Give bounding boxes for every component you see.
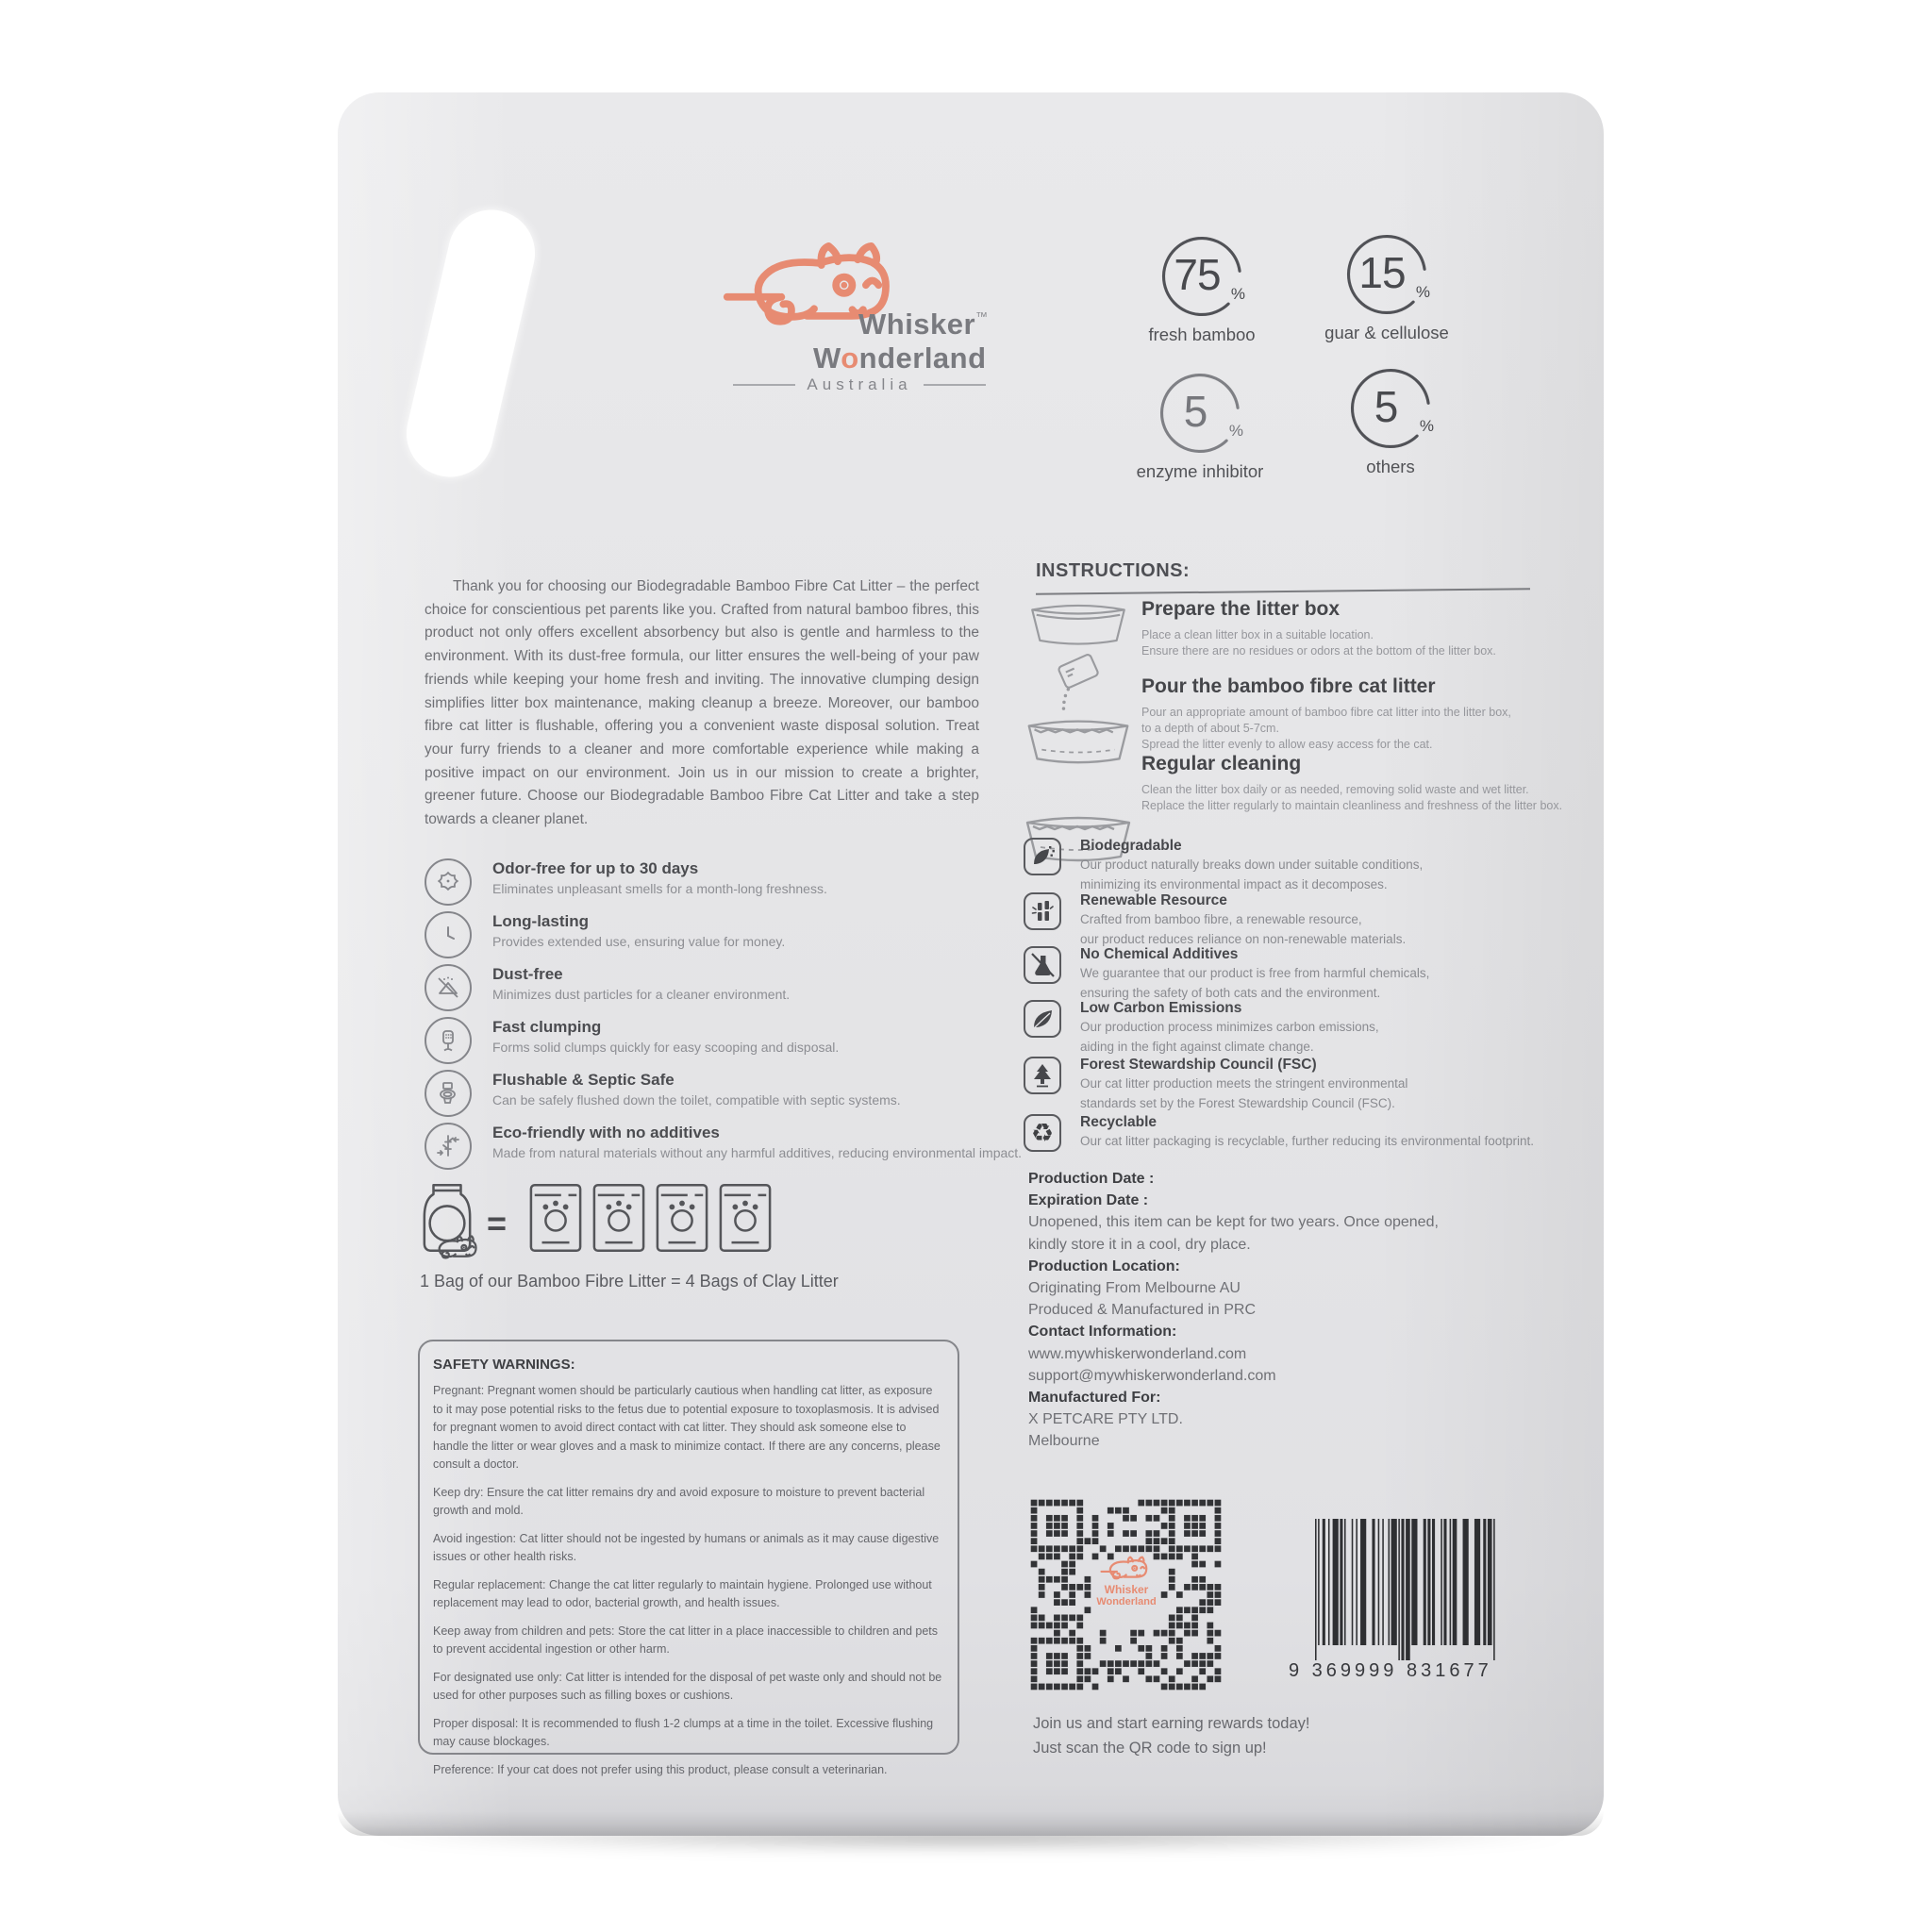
stat-others [1347,365,1434,452]
feature-title: Long-lasting [492,912,589,930]
production-location-label: Production Location: [1028,1257,1180,1274]
feature-desc: Provides extended use, ensuring value for money. [492,934,786,949]
production-date-label: Production Date : [1028,1171,1155,1187]
shelf-life-note: kindly store it in a cool, dry place. [1028,1236,1251,1253]
recycle-icon: ♻ [1024,1114,1061,1152]
safety-warnings-box [418,1340,959,1776]
feature-desc: Made from natural materials without any harmful additives, reducing environmental impact. [492,1145,1023,1160]
feature-fast-clumping [425,1017,1047,1064]
stat-enzyme-inhibitor [1157,370,1243,457]
leaf-icon [1024,1000,1061,1038]
step-title: Pour the bamboo fibre cat litter [1141,675,1436,697]
step-line: Ensure there are no residues or odors at the bottom of the litter box. [1141,644,1496,658]
trademark-symbol: ™ [975,309,988,324]
contact-info-label: Contact Information: [1028,1324,1177,1341]
badge-line: our product reduces reliance on non-renewable materials. [1080,931,1407,946]
feature-list [425,858,1047,1175]
clock-icon [425,911,472,958]
bamboo-icon [425,1123,472,1170]
badge-no-chemicals [1024,946,1590,1002]
pour-bag-icon [1041,653,1114,711]
badge-title: Recyclable [1080,1114,1157,1130]
instruction-step-2 [1141,675,1594,753]
divider-dash [924,384,986,386]
equals-sign: = [487,1204,508,1242]
brand-bag-icon [420,1182,475,1254]
badge-line: Our cat litter production meets the stringent environmental [1080,1076,1408,1091]
stat-guar-cellulose [1343,231,1430,318]
badge-biodegradable [1024,838,1590,893]
badge-line: Crafted from bamboo fibre, a renewable resource, [1080,912,1362,926]
expiration-date-label: Expiration Date : [1028,1192,1149,1209]
badge-title: Low Carbon Emissions [1080,1000,1242,1016]
brand-region [723,375,996,394]
badge-title: Renewable Resource [1080,892,1227,908]
badge-title: No Chemical Additives [1080,946,1239,962]
badge-line: Our production process minimizes carbon emissions, [1080,1020,1379,1034]
stat-value: 5 [1183,387,1208,436]
equivalence-caption: 1 Bag of our Bamboo Fibre Litter = 4 Bags of Clay Litter [420,1272,839,1291]
badge-renewable [1024,892,1590,948]
badge-title: Biodegradable [1080,838,1182,854]
divider-dash [733,384,795,386]
safety-paragraph: Keep dry: Ensure the cat litter remains dry and avoid exposure to moisture to prevent bacterial growth and mold. [433,1485,925,1517]
support-email: support@mywhiskerwonderland.com [1028,1367,1276,1384]
feature-desc: Eliminates unpleasant smells for a month-long freshness. [492,881,827,896]
qr-brand-line2: Wonderland [1096,1596,1157,1607]
feature-odor-free [425,858,1047,906]
barcode-digits: 9 369999 831677 [1289,1660,1492,1681]
badge-fsc [1024,1057,1590,1112]
brand-name-line1: Whisker [858,308,976,341]
badge-recyclable [1024,1114,1590,1152]
stat-unit: % [1228,422,1243,440]
stat-fresh-bamboo [1158,233,1245,320]
shelf-life-note: Unopened, this item can be kept for two years. Once opened, [1028,1214,1439,1231]
badge-title: Forest Stewardship Council (FSC) [1080,1057,1317,1073]
feature-eco-friendly [425,1123,1047,1170]
instruction-step-1 [1141,598,1594,659]
feature-title: Dust-free [492,965,563,983]
dust-free-icon [425,964,472,1011]
feature-long-lasting [425,911,1047,958]
instructions-title: INSTRUCTIONS: [1036,560,1191,581]
tree-icon [1024,1057,1061,1094]
production-info [1028,1168,1519,1453]
badge-line: We guarantee that our product is free from harmful chemicals, [1080,966,1430,980]
feature-title: Flushable & Septic Safe [492,1071,675,1089]
clay-bag-icon [655,1182,709,1254]
badge-line: ensuring the safety of both cats and the environment. [1080,985,1381,1000]
feature-title: Fast clumping [492,1018,602,1036]
manufactured-for-label: Manufactured For: [1028,1390,1161,1407]
manufacturer-city: Melbourne [1028,1433,1100,1450]
qr-caption: Just scan the QR code to sign up! [1033,1740,1267,1757]
brand-name-line2 [813,341,987,375]
clay-bag-icon [528,1182,583,1254]
badge-line: standards set by the Forest Stewardship Council (FSC). [1080,1095,1395,1110]
stat-value: 75 [1174,250,1221,299]
stat-unit: % [1419,417,1434,435]
barcode [1315,1519,1500,1664]
scoop-icon [425,1017,472,1064]
instructions-underline [1036,588,1530,594]
cat-logo-icon [1099,1556,1154,1584]
safety-paragraph: Pregnant: Pregnant women should be particularly cautious when handling cat litter, as exposure to it may pose potential risks to the fetus due to potential exposure to toxoplasmosis. It is advised for pregnant women to avoid direct contact with cat litter. They should ask someone else to handle the litter or wear gloves and a mask to minimize contact. If there are any concerns, please consult a doctor. [433,1384,941,1471]
production-location-value: Originating From Melbourne AU [1028,1280,1241,1297]
safety-paragraph: Regular replacement: Change the cat litter regularly to maintain hygiene. Prolonged use without replacement may lead to odor, bacterial growth, and health issues. [433,1577,932,1609]
step-line: Replace the litter regularly to maintain cleanliness and freshness of the litter box. [1141,799,1563,812]
website-url: www.mywhiskerwonderland.com [1028,1345,1247,1362]
feature-title: Odor-free for up to 30 days [492,859,699,877]
stat-label: others [1366,457,1415,476]
step-line: to a depth of about 5-7cm. [1141,722,1279,735]
safety-paragraph: Preference: If your cat does not prefer using this product, please consult a veterinarian. [433,1762,888,1776]
cat-litter-bag-back [338,92,1604,1836]
badge-line: Our product naturally breaks down under suitable conditions, [1080,858,1424,872]
safety-title: SAFETY WARNINGS: [433,1357,575,1373]
step-line: Place a clean litter box in a suitable location. [1141,628,1374,641]
stat-value: 5 [1374,382,1398,431]
step-title: Regular cleaning [1141,753,1302,774]
instruction-step-3 [1141,753,1594,814]
stat-value: 15 [1358,248,1406,297]
badge-line: aiding in the fight against climate change. [1080,1039,1314,1054]
stat-label: guar & cellulose [1324,323,1449,342]
step-line: Spread the litter evenly to allow easy access for the cat. [1141,738,1433,751]
bag-handle-cutout [398,201,543,485]
stat-label: enzyme inhibitor [1136,461,1264,481]
odor-splat-icon [425,858,472,906]
feature-title: Eco-friendly with no additives [492,1124,720,1141]
clay-bag-icon [718,1182,773,1254]
production-location-value: Produced & Manufactured in PRC [1028,1302,1257,1319]
feature-flushable [425,1070,1047,1117]
feature-desc: Minimizes dust particles for a cleaner environment. [492,987,791,1002]
safety-paragraph: Avoid ingestion: Cat litter should not be ingested by humans or animals as it may cause digestive issues or other health risks. [433,1531,940,1563]
no-chemicals-flask-icon [1024,946,1061,984]
feature-dust-free [425,964,1047,1011]
safety-paragraph: Proper disposal: It is recommended to flush 1-2 clumps at a time in the toilet. Excessive flushing may cause blockages. [433,1716,934,1748]
bamboo-stalks-icon [1024,892,1061,930]
feature-desc: Forms solid clumps quickly for easy scooping and disposal. [492,1040,840,1055]
clay-bag-icon [591,1182,646,1254]
toilet-icon [425,1070,472,1117]
qr-brand-line1: Whisker [1104,1583,1149,1596]
stat-label: fresh bamboo [1148,325,1256,344]
intro-paragraph: Thank you for choosing our Biodegradable Bamboo Fibre Cat Litter – the perfect choice for conscientious pet parents like you. Crafted from natural bamboo fibres, this product not only offers excellent absorbency but also is gentle and harmless to the environment. With its dust-free formula, our litter ensures the well-being of your paw friends while keeping your home fresh and inviting. The innovative clumping design simplifies litter box maintenance, making cleanup a breeze. Moreover, our bamboo fibre cat litter is flushable, offering you a convenient waste disposal solution. Treat your furry friends to a cleaner and more comfortable experience while making a positive impact on our environment. Join us in our mission to create a brighter, greener future. Choose our Biodegradable Bamboo Fibre Cat Litter and take a step towards a cleaner planet. [425,578,979,828]
stat-unit: % [1415,283,1430,301]
litter-box-icon [1024,596,1133,649]
qr-center-logo [1088,1556,1165,1608]
safety-paragraph: Keep away from children and pets: Store the cat litter in a place inaccessible to children and pets to prevent accidental ingestion or other harm. [433,1624,939,1656]
brand-letter-accent: o [841,341,859,375]
manufacturer-name: X PETCARE PTY LTD. [1028,1411,1183,1428]
safety-paragraph: For designated use only: Cat litter is intended for the disposal of pet waste only and should not be used for other purposes such as filling boxes or cushions. [433,1670,942,1702]
badge-low-carbon [1024,1000,1590,1056]
stat-unit: % [1230,285,1245,303]
brand-region-label: Australia [807,375,912,393]
qr-caption: Join us and start earning rewards today! [1033,1715,1310,1732]
brand-letter: W [813,341,841,375]
badge-line: Our cat litter packaging is recyclable, further reducing its environmental footprint. [1080,1134,1534,1148]
biodegradable-leaf-icon [1024,838,1061,875]
badge-line: minimizing its environmental impact as it decomposes. [1080,876,1388,891]
litter-box-filled-icon [1021,711,1136,768]
step-line: Clean the litter box daily or as needed, removing solid waste and wet litter. [1141,783,1529,796]
step-line: Pour an appropriate amount of bamboo fibre cat litter into the litter box, [1141,706,1511,719]
brand-letters: nderland [858,341,987,375]
step-title: Prepare the litter box [1141,598,1341,620]
feature-desc: Can be safely flushed down the toilet, compatible with septic systems. [492,1092,901,1108]
